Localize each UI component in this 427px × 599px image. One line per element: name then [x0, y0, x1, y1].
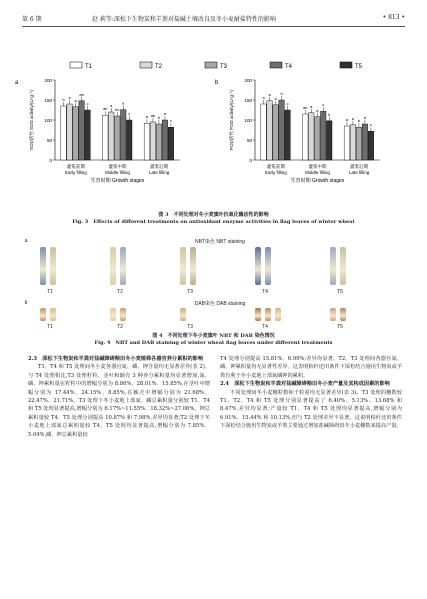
y-tick-label: 50: [46, 138, 52, 143]
legend-label: T2: [155, 64, 163, 70]
significance-letter: a: [163, 111, 167, 116]
category-label-cn: 灌浆中期: [108, 164, 127, 169]
fig3-caption-en: Fig. 3 Effects of different treatments on antioxidant enzyme activities in flag leaves of winter wheat: [72, 219, 355, 225]
bar: [279, 100, 285, 160]
panel-b-label: b: [24, 300, 28, 306]
fig4-caption-cn: 图 4 不同处理下冬小麦旗叶 NBT 和 DAB 染色情况: [152, 333, 275, 339]
bar: [368, 131, 374, 160]
treatment-label: T4: [262, 289, 268, 295]
significance-letter: c: [369, 122, 372, 128]
legend-swatch: [70, 62, 82, 68]
leaf-image: [265, 308, 271, 321]
nbt-title: NBT染色 NBT staining: [195, 239, 245, 245]
leaf-image: [180, 247, 186, 285]
significance-letter: c: [169, 118, 172, 124]
leaf-image: [190, 247, 196, 285]
bar: [85, 110, 91, 160]
significance-letter: a: [345, 117, 349, 122]
legend-swatch: [270, 62, 282, 68]
significance-letter: bc: [115, 107, 120, 112]
leaf-image: [180, 308, 186, 321]
significance-letter: a: [262, 95, 265, 100]
leaf-image: [255, 247, 261, 285]
significance-letter: b: [280, 91, 283, 96]
bar: [303, 114, 309, 160]
dab-title: DAB染色 DAB staining: [194, 301, 246, 307]
significance-letter: a: [363, 115, 367, 120]
y-tick-label: 200: [44, 78, 52, 83]
category-label-en: Late filling: [349, 170, 370, 175]
significance-letter: a: [122, 100, 125, 106]
legend-swatch: [140, 62, 152, 68]
fig4-caption: [0, 333, 427, 347]
significance-letter: a: [310, 103, 313, 109]
leaf-image: [50, 308, 56, 321]
significance-letter: a: [68, 95, 71, 100]
significance-letter: ab: [103, 106, 108, 112]
y-tick-label: 200: [244, 78, 252, 83]
panel-a-label: a: [24, 238, 28, 244]
significance-letter: c: [322, 102, 325, 108]
significance-letter: ab: [79, 91, 84, 97]
bar: [362, 124, 368, 160]
y-tick-label: 0: [49, 158, 52, 163]
significance-letter: ab: [303, 105, 308, 110]
page-header: [22, 14, 405, 27]
leaf-image: [330, 247, 336, 285]
category-label-cn: 灌浆前期: [66, 164, 85, 169]
bar: [344, 126, 350, 160]
significance-letter: b: [357, 118, 361, 124]
y-tick-label: 150: [44, 98, 52, 103]
x-axis-label: 生育时期 Growth stages: [90, 178, 145, 184]
y-axis-label: POD活性 POD activity/(U·g⁻¹): [229, 89, 234, 151]
significance-letter: a: [351, 115, 355, 121]
y-tick-label: 50: [246, 138, 252, 143]
dab-leaves: [30, 308, 400, 323]
bar: [79, 101, 85, 160]
panel-letter: a: [15, 80, 19, 86]
bar: [115, 116, 121, 160]
category-label-cn: 灌浆前期: [266, 164, 285, 169]
bar: [315, 117, 321, 160]
bar: [67, 104, 73, 160]
treatment-label: T4: [262, 324, 268, 330]
y-tick-label: 150: [244, 98, 252, 103]
category-label-en: Middle filling: [305, 170, 330, 175]
left-paragraph: T1、T4 和 T5 处理间冬小麦各器官氮、磷、钾含量均无显著差异(表 2)。与 T4 处理相比,T3 处理籽粒、茎叶和颖壳 3 种养分累积量均显著增加,氮、磷、钾累积量在籽粒中的增幅分别为 8.86%、28.01%、15.85%,在茎叶中增幅分别为 17.44%、24.15%、8.85%,在颖壳中增幅分别为 21.68%、22.47%、21.71%。T3 处理下冬小麦地上部氮、磷总累积量分别较 T1、T4 和 T5 处理显著提高,增幅分别为 6.17%~11.55%、18.32%~27.06%。钾总累积量较 T4、T5 处理分别提高 10.87% 和 7.98%,差异均显著;T2 处理下冬小麦地上部氮总累积量较 T4、T5 处理均显著提高,增幅分别为 7.85%、5.04%,磷、钾总累积量较: [28, 364, 210, 438]
category-label-en: Late filling: [149, 170, 170, 175]
bar: [103, 115, 109, 160]
leaf-image: [255, 308, 261, 321]
significance-letter: a: [74, 97, 77, 103]
category-label-en: Early filling: [264, 170, 287, 175]
bar: [73, 107, 79, 160]
significance-letter: b: [328, 111, 331, 117]
bar: [109, 112, 115, 160]
treatment-label: T2: [117, 289, 123, 295]
bar: [321, 111, 327, 160]
category-label-en: Early filling: [64, 170, 87, 175]
bar: [273, 105, 279, 160]
treatment-label: T5: [337, 324, 343, 330]
significance-letter: a: [145, 114, 149, 120]
significance-letter: ab: [150, 113, 156, 118]
bar: [261, 104, 267, 160]
legend-label: T4: [285, 64, 293, 70]
running-title: 赵 莉等:深松下生物炭和羊粪对盐碱土壤改良及冬小麦耐盐特性的影响: [92, 16, 276, 23]
leaf-image: [40, 247, 46, 285]
leaf-image: [330, 308, 336, 321]
leaf-image: [340, 308, 346, 321]
nbt-labels: [30, 289, 400, 297]
category-label-cn: 灌浆后期: [150, 164, 169, 169]
y-axis-label: SOD活性 SOD activity/(U·g⁻¹): [29, 89, 34, 151]
leaf-image: [120, 308, 126, 321]
bar: [61, 106, 66, 160]
bar: [127, 120, 133, 160]
right-paragraph-1: T4 处理分别提高 15.81%、6.99%;差异均显著。T2、T3 处理间各器官氮、磷、钾累积量均无显著性差异。这表明秸秆还田条件下深松结合施用生物炭或羊粪有利于冬小麦地上部氮磷钾的累积。: [220, 356, 402, 379]
y-tick-label: 0: [249, 158, 252, 163]
leaf-image: [40, 308, 46, 321]
left-column: [28, 355, 210, 439]
y-tick-label: 100: [44, 118, 52, 123]
fig3-caption: [0, 212, 427, 226]
bar: [350, 125, 356, 160]
treatment-label: T5: [337, 289, 343, 295]
panel-letter: b: [215, 80, 219, 86]
fig3-charts: [0, 60, 427, 210]
right-paragraph-2: 不同处理间冬小麦穗粒数和千粒重均无显著差异(表 3)。T3 处理的穗数较 T1、T2、T4 和 T5 处理分别显著提高了 6.40%、5.13%、13.68% 和 8.47%,差异均显著;产量较 T1、T4 和 T5 处理均显著提高,增幅分别为 6.91%、15.44% 和 10.13%,但与 T2 处理差异不显著。这说明秸秆还田条件下深松结合施用生物炭或羊粪主要通过增加盐碱障碍田冬小麦穗数来提高产量。: [220, 389, 402, 430]
treatment-label: T2: [117, 324, 123, 330]
bar: [327, 121, 333, 160]
bar: [150, 122, 156, 160]
legend-swatch: [205, 62, 217, 68]
nbt-leaves: [30, 247, 400, 287]
significance-letter: a: [316, 107, 319, 113]
significance-letter: b: [62, 97, 65, 102]
leaf-image: [340, 247, 346, 285]
bar: [309, 113, 315, 160]
bar: [144, 123, 150, 160]
significance-letter: c: [286, 101, 289, 106]
legend-label: T5: [355, 64, 363, 70]
treatment-label: T1: [47, 289, 53, 295]
significance-letter: a: [274, 95, 277, 101]
legend-label: T3: [220, 64, 228, 70]
treatment-label: T3: [187, 289, 193, 295]
significance-letter: a: [110, 103, 113, 108]
fig3-caption-cn: 图 3 不同处理对冬小麦旗叶抗氧化酶活性的影响: [158, 212, 269, 218]
leaf-image: [110, 308, 116, 321]
significance-letter: a: [268, 91, 271, 97]
fig4-caption-en: Fig. 4 NBT and DAB staining of winter wheat flag leaves under different treatments: [94, 340, 333, 346]
significance-letter: c: [128, 111, 131, 116]
category-label-cn: 灌浆后期: [350, 164, 369, 169]
category-label-en: Middle filling: [105, 170, 130, 175]
section-2-3-heading: 2.3 深松下生物炭和羊粪对盐碱障碍粮田冬小麦植株各器官养分累积的影响: [28, 356, 204, 362]
bar: [168, 127, 174, 160]
leaf-image: [110, 247, 116, 285]
bar: [356, 127, 362, 160]
legend-label: T1: [85, 64, 93, 70]
leaf-image: [120, 247, 126, 285]
dab-labels: [30, 324, 400, 332]
category-label-cn: 灌浆中期: [308, 164, 327, 169]
treatment-label: T1: [47, 324, 53, 330]
bar: [121, 110, 127, 160]
legend-swatch: [340, 62, 352, 68]
leaf-image: [275, 308, 281, 321]
x-axis-label: 生育时期 Growth stages: [290, 178, 345, 184]
bar: [162, 120, 168, 160]
bar: [285, 110, 291, 160]
treatment-label: T3: [187, 324, 193, 330]
significance-letter: c: [86, 101, 89, 106]
significance-letter: b: [157, 115, 161, 120]
y-tick-label: 100: [244, 118, 252, 123]
leaf-image: [265, 247, 271, 285]
leaf-image: [50, 247, 56, 285]
right-column: [220, 355, 402, 431]
section-2-4-heading: 2.4 深松下生物炭和羊粪对盐碱障碍粮田冬小麦产量及其构成因素的影响: [220, 381, 390, 388]
bar: [156, 124, 162, 160]
bar: [267, 101, 273, 160]
page-number: • 813 •: [382, 14, 405, 21]
issue-number: 第 6 期: [22, 16, 42, 23]
